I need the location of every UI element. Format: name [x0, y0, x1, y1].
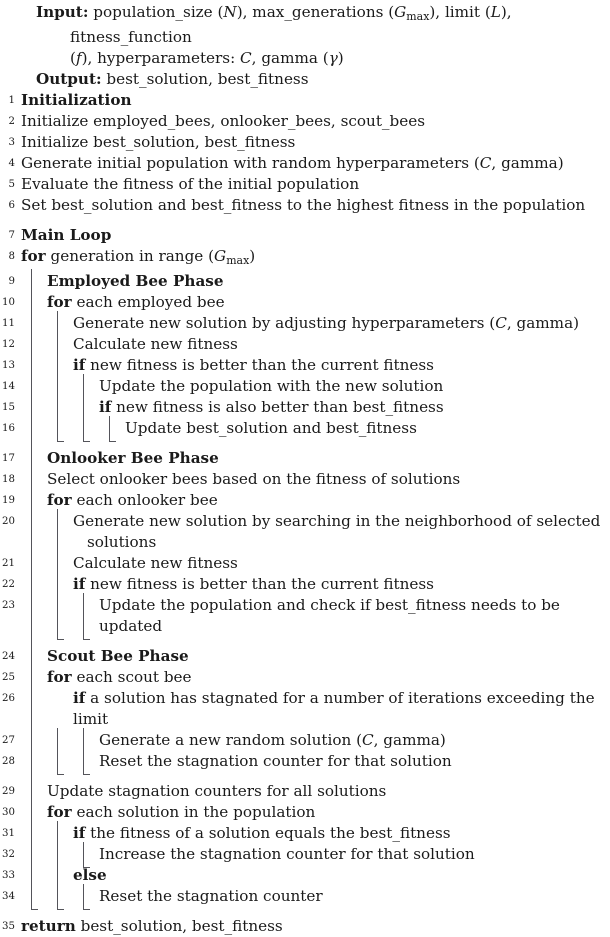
statement-text: Update the population with the new solution [99, 377, 444, 396]
statement-text: Calculate new fitness [73, 554, 238, 573]
statement-keyword: if [99, 398, 112, 417]
section-spacer [0, 637, 610, 646]
statement-text [18, 448, 610, 469]
line-number: 14 [2, 381, 15, 393]
algorithm-line [0, 646, 610, 667]
statement-text: Initialize best_solution, best_fitness [21, 133, 296, 152]
algorithm-line [0, 111, 610, 132]
statement-text: if new fitness is better than the current fitness [73, 356, 434, 375]
algorithm-line [0, 334, 610, 355]
algorithm-line [0, 574, 610, 595]
statement-text: Select onlooker bees based on the fitness of solutions [47, 470, 461, 489]
statement-text: if a solution has stagnated for a number of iterations exceeding the limit [73, 689, 595, 729]
statement-text [18, 865, 610, 886]
input-spec-continued: (f), hyperparameters: C, gamma (γ) [70, 49, 344, 68]
statement-text: Generate initial population with random hyperparameters (C, gamma) [21, 154, 564, 173]
algorithm-line [0, 448, 610, 469]
input-spec: Input: population_size (N), max_generations $(G_{max})$, limit (L), fitness_function [36, 3, 512, 47]
statement-text: Generate new solution by searching in the neighborhood of selected solutions [18, 511, 610, 553]
line-number: 8 [8, 251, 15, 263]
algorithm-line [0, 195, 610, 216]
statement-keyword: Scout Bee Phase [47, 647, 189, 666]
line-number: 28 [2, 756, 15, 768]
algorithm-line [0, 490, 610, 511]
line-number: 4 [8, 158, 15, 170]
statement-keyword: Employed Bee Phase [47, 272, 224, 291]
algorithm-line [0, 225, 610, 246]
line-number: 21 [2, 558, 15, 570]
line-number: 12 [2, 339, 15, 351]
statement-text: Update the population and check if best_fitness needs to be updated [99, 596, 560, 636]
algorithm-line [0, 865, 610, 886]
line-number: 34 [2, 891, 15, 903]
statement-text: Reset the stagnation counter [99, 887, 323, 906]
line-number: 7 [8, 230, 15, 242]
statement-text [18, 646, 610, 667]
line-number: 17 [2, 453, 15, 465]
algorithm-header-output [0, 69, 610, 90]
algorithm-line [0, 355, 610, 376]
statement-text: Evaluate the fitness of the initial population [21, 175, 360, 194]
statement-keyword: Initialization [21, 91, 132, 110]
line-number: 29 [2, 786, 15, 798]
statement-text: Calculate new fitness [73, 335, 238, 354]
line-number: 16 [2, 423, 15, 435]
statement-text: Update stagnation counters for all solutions [47, 782, 387, 801]
statement-keyword: for [47, 491, 72, 510]
statement-keyword: Main Loop [21, 226, 112, 245]
algorithm-line [0, 595, 610, 637]
statement-text: for each employed bee [47, 293, 225, 312]
statement-keyword: if [73, 689, 86, 708]
statement-text: Generate a new random solution (C, gamma) [99, 731, 446, 750]
line-number: 32 [2, 849, 15, 861]
statement-text: for generation in range $(G_{max})$ [21, 247, 256, 268]
line-number: 15 [2, 402, 15, 414]
algorithm-line [0, 511, 610, 553]
algorithm-line [0, 667, 610, 688]
line-number: 26 [2, 693, 15, 705]
statement-text: Increase the stagnation counter for that solution [99, 845, 475, 864]
statement-text: Set best_solution and best_fitness to the highest fitness in the population [21, 196, 586, 215]
statement-text [18, 225, 610, 246]
statement-keyword: Onlooker Bee Phase [47, 449, 219, 468]
line-number: 33 [2, 870, 15, 882]
line-number: 1 [8, 95, 15, 107]
statement-text: if the fitness of a solution equals the best_fitness [73, 824, 451, 843]
section-spacer [0, 907, 610, 916]
line-number: 24 [2, 651, 15, 663]
statement-text: for each scout bee [47, 668, 192, 687]
statement-keyword: if [73, 356, 86, 375]
algorithm-line [0, 688, 610, 730]
algorithm-line [0, 246, 610, 271]
algorithm-line [0, 90, 610, 111]
statement-text: for each solution in the population [47, 803, 316, 822]
statement-text: Update best_solution and best_fitness [125, 419, 417, 438]
line-number: 13 [2, 360, 15, 372]
statement-keyword: if [73, 824, 86, 843]
line-number: 22 [2, 579, 15, 591]
statement-text: for each onlooker bee [47, 491, 218, 510]
algorithm-line [0, 553, 610, 574]
line-number: 18 [2, 474, 15, 486]
line-number: 27 [2, 735, 15, 747]
algorithm-line [0, 153, 610, 174]
statement-text: return best_solution, best_fitness [21, 917, 283, 936]
section-spacer [0, 772, 610, 781]
statement-text [18, 271, 610, 292]
algorithm-line [0, 313, 610, 334]
statement-keyword: for [47, 293, 72, 312]
statement-text: if new fitness is also better than best_fitness [99, 398, 444, 417]
output-label: Output: [36, 70, 102, 89]
section-spacer [0, 439, 610, 448]
line-number: 30 [2, 807, 15, 819]
algorithm-header-input-cont [0, 48, 610, 69]
line-number: 31 [2, 828, 15, 840]
line-number: 2 [8, 116, 15, 128]
algorithm-line [0, 751, 610, 772]
statement-text: Reset the stagnation counter for that solution [99, 752, 452, 771]
algorithm-line [0, 844, 610, 865]
statement-keyword: for [47, 668, 72, 687]
statement-keyword: for [21, 247, 46, 266]
algorithm-line [0, 916, 610, 937]
algorithm-line [0, 469, 610, 490]
line-number: 35 [2, 921, 15, 933]
algorithm-line [0, 271, 610, 292]
section-spacer [0, 216, 610, 225]
input-label: Input: [36, 3, 89, 21]
line-number: 11 [2, 318, 15, 330]
statement-text: if new fitness is better than the current fitness [73, 575, 434, 594]
statement-keyword: else [73, 866, 107, 885]
algorithm-line [0, 802, 610, 823]
algorithm-line [0, 886, 610, 907]
line-number: 19 [2, 495, 15, 507]
line-number: 25 [2, 672, 15, 684]
statement-keyword: return [21, 917, 76, 936]
statement-text [18, 90, 610, 111]
line-number: 20 [2, 516, 15, 528]
output-spec: Output: best_solution, best_fitness [36, 70, 309, 89]
line-number: 9 [8, 276, 15, 288]
algorithm-header-input [0, 2, 610, 48]
line-number: 10 [2, 297, 15, 309]
algorithm-line [0, 174, 610, 195]
line-number: 23 [2, 600, 15, 612]
algorithm-line [0, 418, 610, 439]
statement-keyword: if [73, 575, 86, 594]
algorithm-line [0, 132, 610, 153]
statement-keyword: for [47, 803, 72, 822]
algorithm-line [0, 376, 610, 397]
line-number: 3 [8, 137, 15, 149]
line-number: 5 [8, 179, 15, 191]
algorithm-line [0, 823, 610, 844]
algorithm-line [0, 397, 610, 418]
statement-text: Initialize employed_bees, onlooker_bees, scout_bees [21, 112, 426, 131]
algorithm-line [0, 781, 610, 802]
algorithm-line [0, 730, 610, 751]
statement-wrapped-text: solutions [87, 533, 157, 552]
line-number: 6 [8, 200, 15, 212]
statement-text: Generate new solution by adjusting hyperparameters (C, gamma) [73, 314, 580, 333]
algorithm-line [0, 292, 610, 313]
